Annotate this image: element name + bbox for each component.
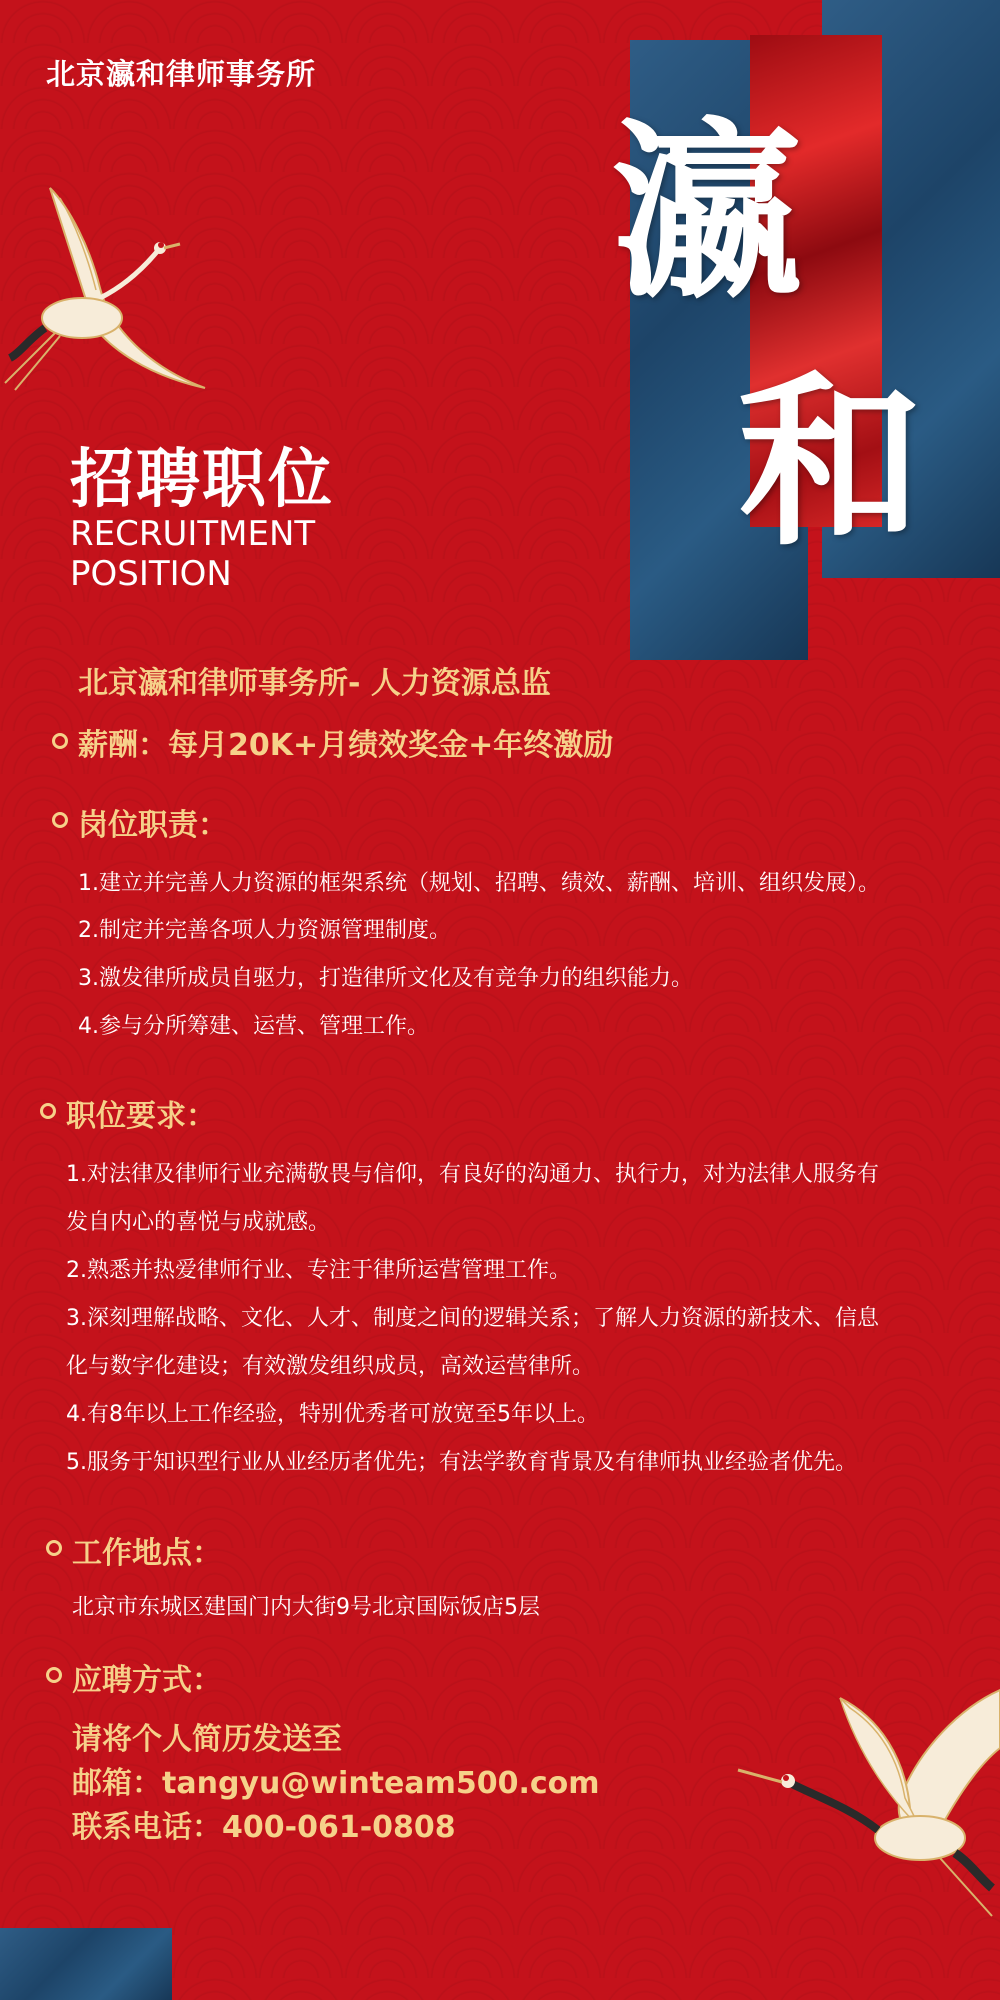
location-heading: 工作地点： — [72, 1536, 222, 1571]
duties-heading: 岗位职责： — [78, 808, 228, 843]
requirement-item: 5.服务于知识型行业从业经历者优先；有法学教育背景及有律师执业经验者优先。 — [66, 1450, 857, 1475]
blue-texture-corner — [0, 1928, 172, 2000]
calligraphy-char-he: 和 — [738, 353, 923, 571]
requirement-item: 化与数字化建设；有效激发组织成员，高效运营律所。 — [66, 1354, 595, 1379]
firm-name: 北京瀛和律师事务所 — [46, 57, 317, 91]
salary-text: 薪酬：每月20K+月绩效奖金+年终激励 — [78, 728, 614, 763]
requirement-item: 发自内心的喜悦与成就感。 — [66, 1210, 331, 1235]
calligraphy-char-ying: 瀛 — [612, 101, 803, 324]
crane-illustration-top — [0, 178, 215, 398]
requirements-heading: 职位要求： — [66, 1099, 216, 1134]
bullet-icon — [46, 1540, 62, 1556]
duty-item: 2.制定并完善各项人力资源管理制度。 — [78, 918, 451, 943]
bullet-icon — [40, 1103, 56, 1119]
page-title-en — [70, 514, 315, 594]
location-address: 北京市东城区建国门内大街9号北京国际饭店5层 — [72, 1595, 540, 1620]
apply-email: 邮箱：tangyu@winteam500.com — [72, 1766, 600, 1801]
requirement-item: 3.深刻理解战略、文化、人才、制度之间的逻辑关系；了解人力资源的新技术、信息 — [66, 1306, 879, 1331]
title-en-line1: RECRUITMENT — [70, 514, 316, 554]
requirement-item: 2.熟悉并热爱律师行业、专注于律所运营管理工作。 — [66, 1258, 571, 1283]
page-title: 招聘职位 — [70, 443, 334, 517]
bullet-icon — [46, 1667, 62, 1683]
bullet-icon — [52, 733, 68, 749]
position-title: 北京瀛和律师事务所- 人力资源总监 — [78, 666, 551, 701]
apply-heading: 应聘方式： — [72, 1663, 222, 1698]
duty-item: 4.参与分所筹建、运营、管理工作。 — [78, 1014, 429, 1039]
duty-item: 1.建立并完善人力资源的框架系统（规划、招聘、绩效、薪酬、培训、组织发展）。 — [78, 871, 880, 896]
requirement-item: 1.对法律及律师行业充满敬畏与信仰，有良好的沟通力、执行力，对为法律人服务有 — [66, 1162, 879, 1187]
apply-phone: 联系电话：400-061-0808 — [72, 1810, 456, 1845]
crane-illustration-bottom — [730, 1688, 1000, 1920]
title-en-line2: POSITION — [70, 554, 232, 594]
requirement-item: 4.有8年以上工作经验，特别优秀者可放宽至5年以上。 — [66, 1402, 599, 1427]
duty-item: 3.激发律所成员自驱力，打造律所文化及有竞争力的组织能力。 — [78, 966, 693, 991]
bullet-icon — [52, 812, 68, 828]
apply-instruction: 请将个人简历发送至 — [72, 1722, 342, 1757]
